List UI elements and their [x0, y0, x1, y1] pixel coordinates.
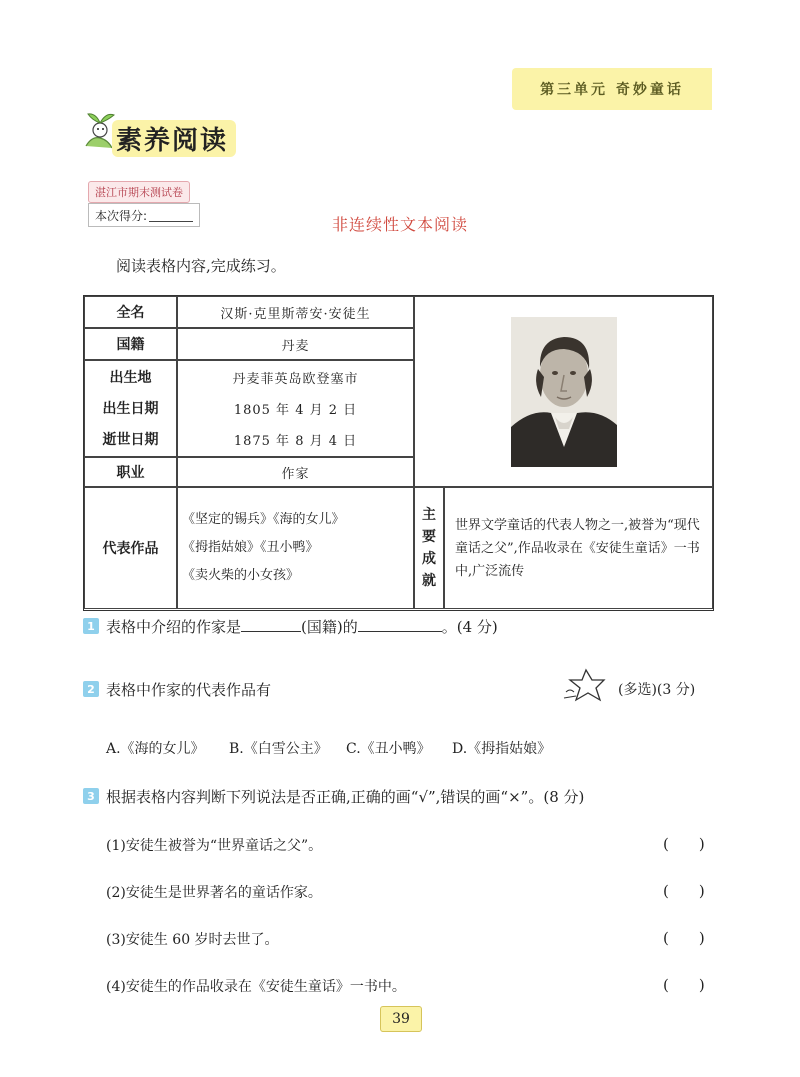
- occupation-label: 职业: [84, 457, 177, 487]
- question-2-text: 表格中作家的代表作品有: [106, 681, 272, 699]
- question-2-option-a[interactable]: A.《海的女儿》: [106, 741, 205, 757]
- question-1-text-a: 表格中介绍的作家是: [106, 618, 242, 636]
- unit-tab: 第三单元 奇妙童话: [512, 68, 712, 110]
- page-heading: 非连续性文本阅读: [331, 215, 468, 234]
- portrait-cell: [414, 296, 713, 487]
- works-line-3: 《卖火柴的小女孩》: [182, 568, 300, 583]
- nationality-value: 丹麦: [177, 328, 414, 360]
- birthplace-value: 丹麦菲英岛欧登塞市: [232, 371, 359, 387]
- question-3-item-3: (3)安徒生 60 岁时去世了。: [106, 932, 279, 948]
- page-number: 39: [380, 1006, 422, 1032]
- star-answer-icon: [560, 666, 616, 706]
- question-3-item-1: (1)安徒生被誉为“世界童话之父”。: [106, 838, 323, 854]
- question-3-text: 根据表格内容判断下列说法是否正确,正确的画“√”,错误的画“×”。(8 分): [106, 788, 585, 806]
- birthdate-label: 出生日期: [102, 401, 159, 417]
- deathdate-label: 逝世日期: [102, 432, 159, 448]
- question-1-blank-nationality[interactable]: [241, 617, 301, 632]
- question-3-answer-2[interactable]: (): [663, 882, 735, 900]
- question-3-answer-3[interactable]: (): [663, 929, 735, 947]
- question-2-option-d[interactable]: D.《拇指姑娘》: [452, 741, 552, 757]
- question-3-answer-1[interactable]: (): [663, 835, 735, 853]
- question-3-item-2: (2)安徒生是世界著名的童话作家。: [106, 885, 322, 901]
- achievement-label: [414, 487, 444, 609]
- instruction: 阅读表格内容,完成练习。: [116, 257, 286, 275]
- question-3-item-4: (4)安徒生的作品收录在《安徒生童话》一书中。: [106, 979, 406, 995]
- works-line-1: 《坚定的锡兵》《海的女儿》: [182, 512, 345, 527]
- achievement-label-char: 成: [422, 551, 436, 567]
- question-2-number: 2: [83, 681, 99, 697]
- andersen-portrait-icon: [511, 317, 617, 467]
- question-3-answer-4[interactable]: (): [663, 976, 735, 994]
- question-1-text-c: 。(4 分): [441, 618, 498, 636]
- name-value: 汉斯·克里斯蒂安·安徒生: [177, 296, 414, 328]
- question-1-number: 1: [83, 618, 99, 634]
- nationality-label: 国籍: [84, 328, 177, 360]
- question-2-option-b[interactable]: B.《白雪公主》: [229, 741, 328, 757]
- question-1-text-b: (国籍)的: [301, 618, 358, 636]
- birthplace-label: 出生地: [109, 370, 152, 386]
- question-1: [106, 616, 498, 637]
- question-2-option-c[interactable]: C.《丑小鸭》: [346, 741, 431, 757]
- birthdate-value: 1805 年 4 月 2 日: [233, 402, 358, 418]
- occupation-value: 作家: [177, 457, 414, 487]
- achievement-label-char: 就: [422, 573, 436, 589]
- deathdate-value: 1875 年 8 月 4 日: [233, 433, 358, 449]
- question-1-blank-author[interactable]: [358, 617, 442, 632]
- question-2-score: (多选)(3 分): [618, 682, 696, 698]
- section-title: 素养阅读: [112, 120, 236, 157]
- score-label: 本次得分:: [95, 208, 148, 223]
- achievement-label-char: 要: [422, 529, 436, 545]
- info-table: [83, 295, 714, 611]
- achievement-value: 世界文学童话的代表人物之一,被誉为“现代童话之父”,作品收录在《安徒生童话》一书中,广泛流传: [444, 487, 713, 609]
- works-label: 代表作品: [84, 487, 177, 609]
- works-value: [177, 487, 414, 609]
- question-3-number: 3: [83, 788, 99, 804]
- source-tag: 湛江市期末测试卷: [88, 181, 190, 203]
- name-label: 全名: [84, 296, 177, 328]
- achievement-label-char: 主: [422, 507, 436, 523]
- works-line-2: 《拇指姑娘》《丑小鸭》: [182, 540, 319, 555]
